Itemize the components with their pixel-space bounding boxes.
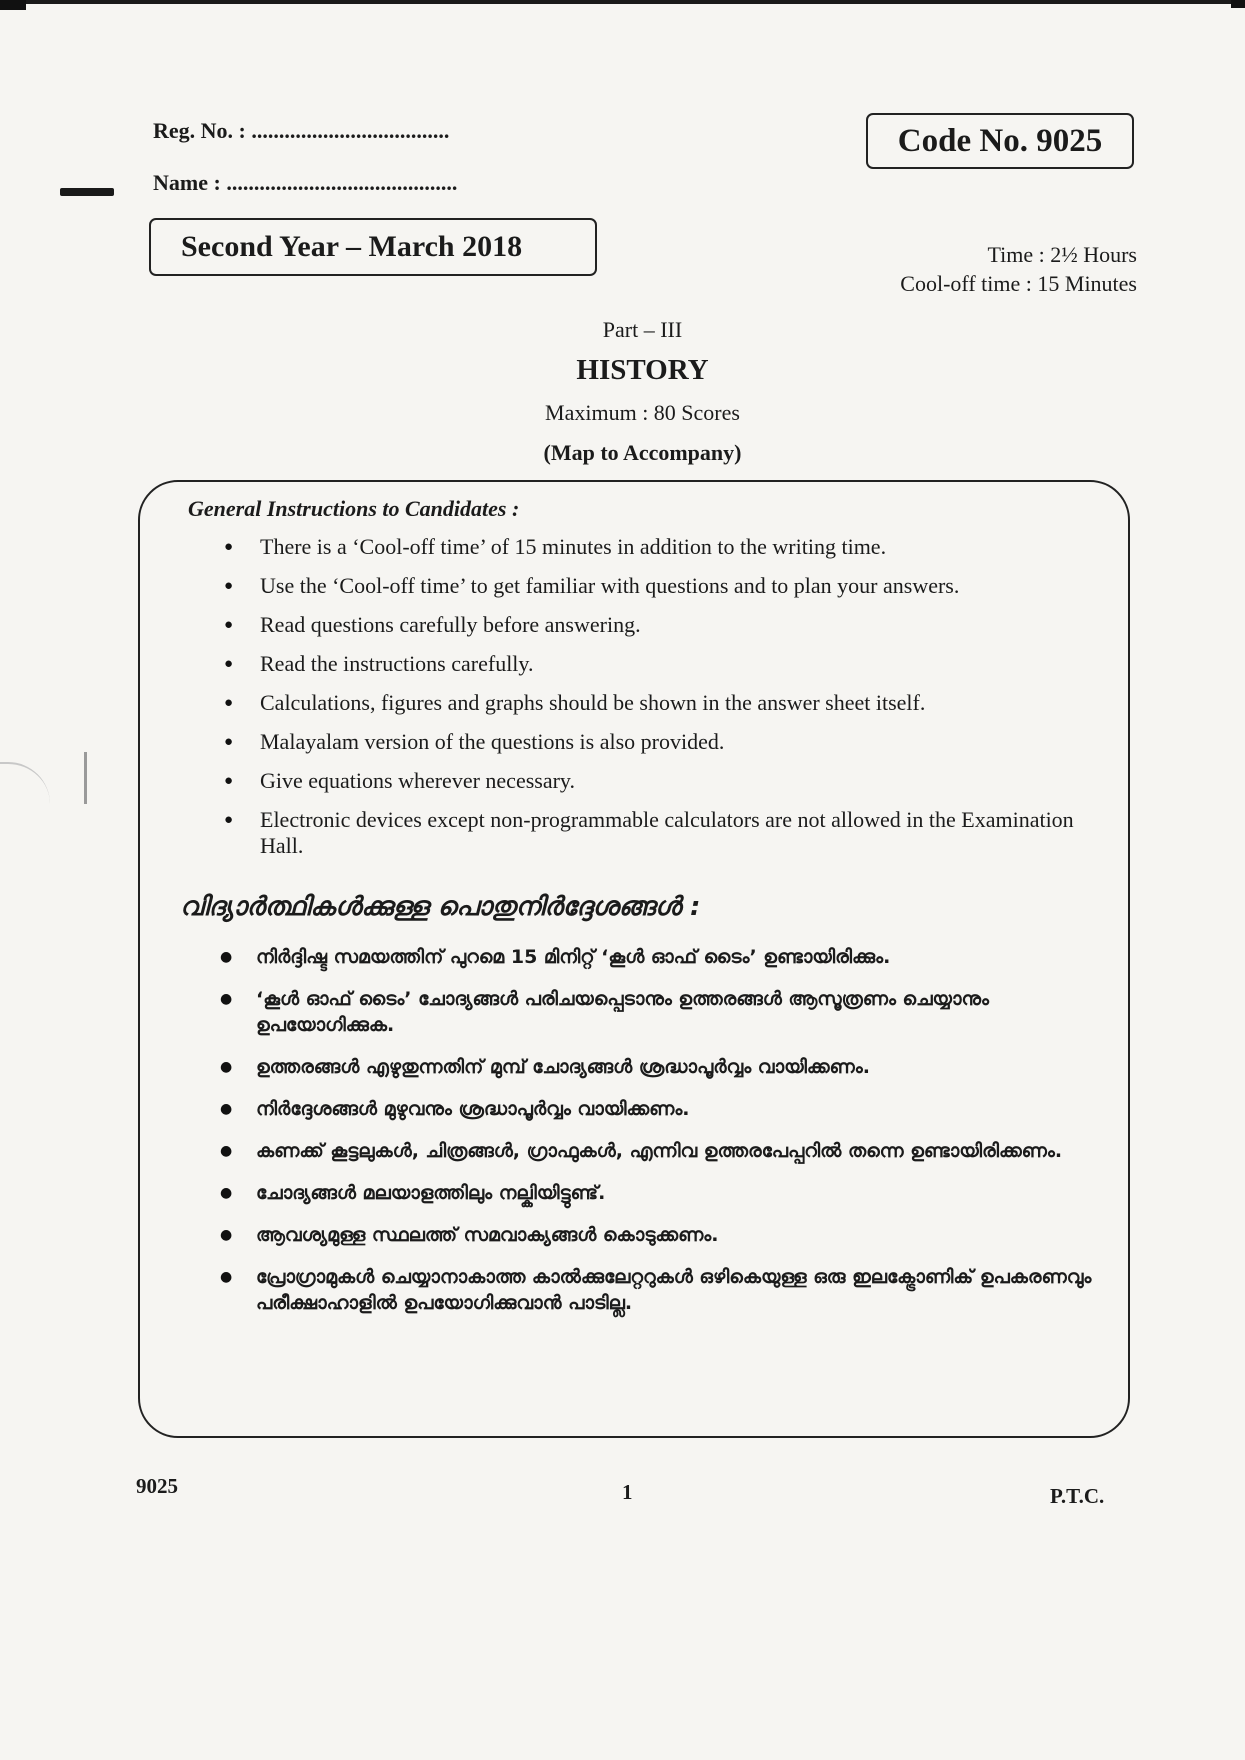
name-line [153, 170, 457, 196]
list-item: ● Use the ‘Cool-off time’ to get familiar with questions and to plan your answers. [224, 573, 1084, 599]
page-number: 1 [622, 1480, 633, 1504]
list-item: ● Give equations wherever necessary. [224, 768, 1084, 794]
instructions-title: General Instructions to Candidates : [188, 496, 520, 521]
fold-mark [0, 762, 50, 804]
exam-session-box [149, 218, 597, 276]
name-fill: .......................................... [226, 170, 458, 195]
list-item: ● There is a ‘Cool-off time’ of 15 minutes in addition to the writing time. [224, 534, 1084, 560]
code-number: Code No. 9025 [897, 122, 1103, 159]
malayalam-instructions-title: വിദ്യാർത്ഥികൾക്കുള്ള പൊതുനിർദ്ദേശങ്ങൾ : [180, 892, 701, 922]
list-item: ● ‘കൂൾ ഓഫ് ടൈം’ ചോദ്യങ്ങൾ പരിചയപ്പെടാനും ഉത്തരങ്ങൾ ആസൂത്രണം ചെയ്യാനും ഉപയോഗിക്കുക. [220, 986, 1100, 1038]
code-number-box [866, 113, 1134, 169]
list-item: ● കണക്ക് കൂട്ടലുകൾ, ചിത്രങ്ങൾ, ഗ്രാഫുകൾ, എന്നിവ ഉത്തരപേപ്പറിൽ തന്നെ ഉണ്ടായിരിക്കണം. [220, 1138, 1100, 1164]
exam-session: Second Year – March 2018 [181, 230, 523, 263]
list-item: ● ഉത്തരങ്ങൾ എഴുതുന്നതിന് മുമ്പ് ചോദ്യങ്ങൾ ശ്രദ്ധാപൂർവ്വം വായിക്കണം. [220, 1054, 1100, 1080]
list-item: ● Electronic devices except non-programmable calculators are not allowed in the Examination Hall. [224, 807, 1084, 859]
list-item: ● നിർദ്ദേശങ്ങൾ മുഴുവനും ശ്രദ്ധാപൂർവ്വം വായിക്കണം. [220, 1096, 1100, 1122]
list-item: ● നിർദ്ദിഷ്ട സമയത്തിന് പുറമെ 15 മിനിറ്റ് ‘കൂൾ ഓഫ് ടൈം’ ഉണ്ടായിരിക്കും. [220, 944, 1100, 970]
maximum-score: Maximum : 80 Scores [545, 400, 740, 425]
ptc-note: P.T.C. [1050, 1484, 1105, 1508]
reg-no-label: Reg. No. : [153, 118, 246, 143]
part-label: Part – III [602, 317, 683, 342]
list-item: ● ആവശ്യമുള്ള സ്ഥലത്ത് സമവാക്യങ്ങൾ കൊടുക്കണം. [220, 1222, 1100, 1248]
corner-mark [0, 0, 26, 10]
reg-no-line [153, 118, 449, 144]
corner-mark [1231, 0, 1245, 8]
reg-no-fill: .................................... [251, 118, 450, 143]
list-item: ● Read the instructions carefully. [224, 651, 1084, 677]
cool-off-time: Cool-off time : 15 Minutes [900, 271, 1137, 296]
name-label: Name : [153, 170, 221, 195]
english-instructions-list [224, 534, 1084, 872]
scan-edge [0, 0, 1245, 4]
list-item: ● Read questions carefully before answering. [224, 612, 1084, 638]
time-duration: Time : 2½ Hours [987, 242, 1137, 267]
footer-code: 9025 [136, 1474, 178, 1498]
list-item: ● പ്രോഗ്രാമുകൾ ചെയ്യാനാകാത്ത കാൽക്കുലേറ്ററുകൾ ഒഴികെയുള്ള ഒരു ഇലക്ട്രോണിക് ഉപകരണവും പരീക്ഷാഹാളിൽ ഉപയോഗിക്കുവാൻ പാടില്ല. [220, 1264, 1100, 1316]
list-item: ● ചോദ്യങ്ങൾ മലയാളത്തിലും നല്കിയിട്ടുണ്ട്. [220, 1180, 1100, 1206]
list-item: ● Malayalam version of the questions is also provided. [224, 729, 1084, 755]
map-note: (Map to Accompany) [543, 440, 742, 465]
time-info [900, 240, 1137, 298]
margin-dash-mark [60, 188, 114, 196]
malayalam-instructions-list [220, 944, 1100, 1332]
subject-title: HISTORY [576, 354, 709, 386]
list-item: ● Calculations, figures and graphs should be shown in the answer sheet itself. [224, 690, 1084, 716]
fold-mark [84, 752, 87, 804]
